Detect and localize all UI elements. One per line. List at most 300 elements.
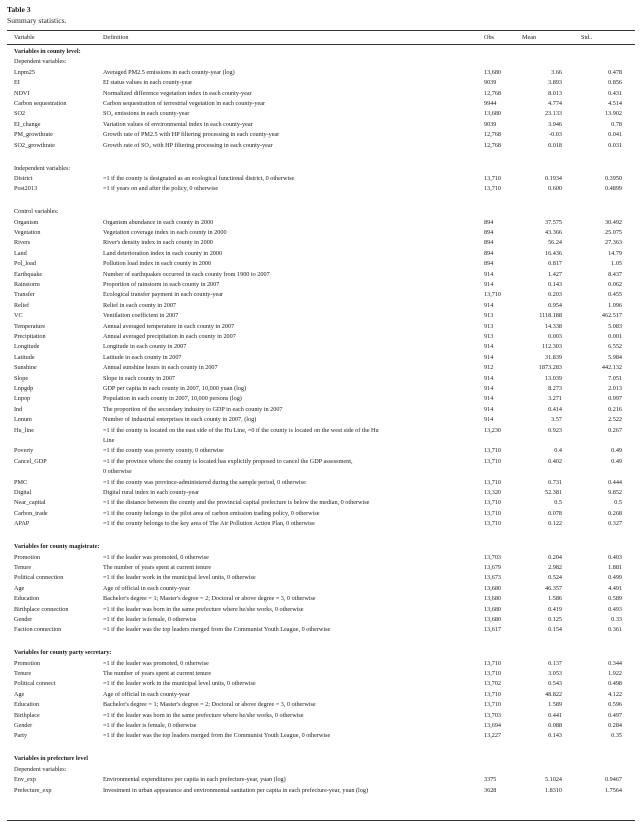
std-cell: 0.267 bbox=[608, 426, 622, 434]
obs-cell: 13,703 bbox=[484, 553, 502, 561]
obs-cell: 13,710 bbox=[484, 185, 502, 193]
std-cell: 0.444 bbox=[608, 478, 622, 486]
variable-cell: Carbon_trade bbox=[14, 509, 48, 517]
mean-cell: 0.078 bbox=[548, 509, 562, 517]
std-cell: 0.268 bbox=[608, 509, 622, 517]
mean-cell: 37.575 bbox=[544, 218, 562, 226]
variable-cell: Tenure bbox=[14, 563, 32, 571]
std-cell: 0.431 bbox=[608, 89, 622, 97]
mean-cell: 0.543 bbox=[548, 680, 562, 688]
std-cell: 30.492 bbox=[604, 218, 622, 226]
std-cell: 5.083 bbox=[608, 322, 622, 330]
mean-cell: 3.053 bbox=[548, 670, 562, 677]
std-cell: 442.132 bbox=[601, 364, 622, 372]
definition-cell: =1 if the leader is female, 0 otherwise bbox=[103, 615, 197, 623]
variable-cell: Relief bbox=[14, 301, 30, 309]
definition-cell: GDP per capita in each county in 2007, 10,000 yuan (log) bbox=[103, 385, 247, 392]
mean-cell: 3.66 bbox=[551, 68, 562, 76]
definition-cell: Number of earthquakes occurred in each county from 1900 to 2007 bbox=[103, 270, 270, 278]
variable-cell: Rainstorm bbox=[14, 281, 40, 288]
definition-cell: Growth rate of SO₂ with HP filtering processing in each county-year bbox=[103, 141, 273, 149]
variable-cell: Hu_line bbox=[14, 426, 34, 434]
std-cell: 0.9467 bbox=[604, 776, 622, 784]
column-header-mean: Mean bbox=[522, 34, 537, 41]
std-cell: 0.001 bbox=[608, 333, 622, 340]
definition-cell: Environmental expenditures per capita in each prefecture-year, yuan (log) bbox=[103, 776, 286, 784]
obs-cell: 13,694 bbox=[484, 722, 502, 729]
definition-cell: =1 if the county was province-administered during the sample period, 0 otherwise bbox=[103, 478, 306, 486]
column-header-variable: Variable bbox=[14, 34, 35, 41]
definition-cell: Vegetation coverage index in each county in 2000 bbox=[103, 229, 227, 236]
definition-cell: Carbon sequestration of terrestrial vegetation in each county-year bbox=[103, 100, 266, 107]
variable-cell: Near_capital bbox=[14, 499, 46, 507]
definition-cell: =1 if the leader was promoted, 0 otherwise bbox=[103, 553, 209, 561]
definition-cell: Variation values of environmental index in each county-year bbox=[103, 120, 253, 128]
variable-cell: Age bbox=[14, 690, 25, 698]
mean-cell: 0.1934 bbox=[544, 174, 562, 182]
std-cell: 13.902 bbox=[604, 110, 622, 118]
definition-cell: =1 if the province where the county is located has explicitly proposed to cancel the GDP assessment, bbox=[103, 457, 353, 465]
obs-cell: 13,617 bbox=[484, 626, 502, 634]
definition-cell: Annual sunshine hours in each county in 2007 bbox=[103, 364, 218, 372]
definition-cell: SO₂ emissions in each county-year bbox=[103, 110, 190, 118]
variable-cell: Age bbox=[14, 584, 25, 592]
definition-cell: Bachelor's degree = 1; Master's degree = 2; Doctoral or above degree = 3, 0 otherwise bbox=[103, 595, 316, 603]
obs-cell: 914 bbox=[484, 416, 494, 424]
mean-cell: 48.822 bbox=[544, 690, 562, 698]
variable-cell: SO2_growthrate bbox=[14, 141, 55, 149]
std-cell: 5.984 bbox=[608, 353, 622, 361]
obs-cell: 13,703 bbox=[484, 711, 502, 719]
variable-cell: Political connect bbox=[14, 680, 56, 688]
section-label: Variables in prefecture level bbox=[14, 755, 88, 763]
std-cell: 0.4899 bbox=[604, 185, 622, 193]
definition-cell: =1 if the leader was the top leaders merged from the Communist Youth League, 0 otherwise bbox=[103, 732, 331, 740]
definition-cell: Growth rate of PM2.5 with HP filtering processing in each county-year bbox=[103, 131, 280, 139]
std-cell: 27.363 bbox=[604, 239, 622, 247]
variable-cell: Party bbox=[14, 732, 28, 740]
std-cell: 0.5 bbox=[614, 499, 622, 507]
std-cell: 0.361 bbox=[608, 626, 622, 634]
definition-cell: Ventilation coefficient in 2007 bbox=[103, 312, 179, 320]
std-cell: 14.79 bbox=[608, 249, 622, 257]
variable-cell: Organism bbox=[14, 218, 39, 226]
obs-cell: 13,710 bbox=[484, 499, 502, 507]
std-cell: 0.997 bbox=[608, 395, 622, 403]
mean-cell: 0.4 bbox=[554, 447, 562, 455]
std-cell: 6.552 bbox=[608, 343, 622, 351]
variable-cell: District bbox=[14, 174, 33, 182]
std-cell: 0.455 bbox=[608, 291, 622, 299]
definition-continuation: 0 otherwise bbox=[103, 468, 132, 476]
variable-cell: VC bbox=[14, 312, 23, 320]
mean-cell: 0.125 bbox=[548, 615, 562, 623]
variable-cell: Faction connection bbox=[14, 626, 62, 634]
std-cell: 0.031 bbox=[608, 141, 622, 149]
definition-cell: Relief in each county in 2007 bbox=[103, 301, 177, 309]
variable-cell: Birthplace bbox=[14, 711, 40, 719]
obs-cell: 9039 bbox=[484, 120, 497, 128]
definition-cell: Age of official in each county-year bbox=[103, 690, 190, 698]
obs-cell: 13,702 bbox=[484, 680, 502, 688]
definition-cell: Annual averaged temperature in each county in 2007 bbox=[103, 322, 235, 330]
variable-cell: Lnpgdp bbox=[14, 385, 34, 392]
obs-cell: 13,680 bbox=[484, 68, 502, 76]
obs-cell: 9944 bbox=[484, 100, 497, 107]
subsection-label: Dependent variables: bbox=[14, 58, 67, 66]
obs-cell: 13,680 bbox=[484, 605, 502, 613]
std-cell: 0.403 bbox=[608, 553, 622, 561]
obs-cell: 3375 bbox=[484, 776, 497, 784]
obs-cell: 912 bbox=[484, 364, 494, 372]
mean-cell: 1873.283 bbox=[538, 364, 562, 372]
std-cell: 1.922 bbox=[608, 670, 622, 677]
obs-cell: 13,710 bbox=[484, 478, 502, 486]
definition-cell: Pollution load index in each county in 2000 bbox=[103, 260, 212, 268]
table-subtitle: Summary statistics. bbox=[7, 16, 67, 25]
variable-cell: Prefecture_exp bbox=[14, 786, 52, 794]
std-cell: 1.05 bbox=[611, 260, 622, 268]
std-cell: 0.062 bbox=[608, 281, 622, 288]
std-cell: 0.041 bbox=[608, 131, 622, 139]
variable-cell: Digital bbox=[14, 489, 32, 496]
obs-cell: 913 bbox=[484, 312, 494, 320]
definition-cell: =1 if the county is designated as an ecological functional district, 0 otherwise bbox=[103, 174, 295, 182]
std-cell: 0.216 bbox=[608, 405, 622, 413]
std-cell: 4.122 bbox=[608, 690, 622, 698]
mean-cell: 0.018 bbox=[548, 141, 562, 149]
variable-cell: Env_exp bbox=[14, 776, 36, 784]
std-cell: 0.344 bbox=[608, 659, 622, 667]
definition-cell: The proportion of the secondary industry to GDP in each county in 2007 bbox=[103, 405, 283, 413]
std-cell: 1.096 bbox=[608, 301, 622, 309]
mean-cell: 5.1024 bbox=[544, 776, 562, 784]
mean-cell: 3.271 bbox=[548, 395, 562, 403]
obs-cell: 13,680 bbox=[484, 584, 502, 592]
mean-cell: 1118.188 bbox=[539, 312, 562, 320]
definition-continuation: Line bbox=[103, 436, 115, 444]
variable-cell: Vegetation bbox=[14, 229, 41, 236]
definition-cell: Annual averaged precipitation in each county in 2007 bbox=[103, 333, 236, 340]
variable-cell: Land bbox=[14, 249, 27, 257]
column-header-std: Std.. bbox=[581, 34, 593, 41]
std-cell: 1.7564 bbox=[604, 786, 622, 794]
mean-cell: 0.204 bbox=[548, 553, 562, 561]
std-cell: 0.49 bbox=[611, 447, 622, 455]
std-cell: 0.497 bbox=[608, 711, 622, 719]
definition-cell: Investment in urban appearance and environmental sanitation per capita in each prefecture-year, yuan (log) bbox=[103, 786, 369, 794]
mean-cell: 13.039 bbox=[544, 374, 562, 382]
obs-cell: 13,710 bbox=[484, 457, 502, 465]
std-cell: 25.075 bbox=[604, 229, 622, 236]
obs-cell: 913 bbox=[484, 333, 494, 340]
definition-cell: =1 if the leader was born in the same prefecture where he/she works, 0 otherwise bbox=[103, 711, 304, 719]
obs-cell: 13,710 bbox=[484, 701, 502, 709]
mean-cell: 0.137 bbox=[548, 659, 562, 667]
obs-cell: 13,230 bbox=[484, 426, 502, 434]
section-label: Variables in county level: bbox=[14, 48, 81, 55]
definition-cell: =1 if the leader is female, 0 otherwise bbox=[103, 722, 197, 729]
subsection-label: Independent variables: bbox=[14, 164, 71, 172]
std-cell: 2.013 bbox=[608, 385, 622, 392]
obs-cell: 13,673 bbox=[484, 574, 502, 582]
variable-cell: Promotion bbox=[14, 659, 41, 667]
mean-cell: 56.24 bbox=[548, 239, 562, 247]
std-cell: 0.33 bbox=[611, 615, 622, 623]
variable-cell: Gender bbox=[14, 615, 33, 623]
mean-cell: 43.366 bbox=[544, 229, 562, 236]
obs-cell: 13,710 bbox=[484, 174, 502, 182]
definition-cell: Latitude in each county in 2007 bbox=[103, 353, 182, 361]
subsection-label: Control variables: bbox=[14, 208, 59, 216]
mean-cell: 0.088 bbox=[548, 722, 562, 729]
variable-cell: Birthplace connection bbox=[14, 605, 69, 613]
mean-cell: 0.003 bbox=[548, 333, 562, 340]
obs-cell: 13,680 bbox=[484, 615, 502, 623]
variable-cell: Transfer bbox=[14, 291, 35, 299]
std-cell: 4.514 bbox=[608, 100, 622, 107]
variable-cell: EI bbox=[14, 79, 20, 87]
obs-cell: 9039 bbox=[484, 79, 497, 87]
mean-cell: 1.589 bbox=[548, 701, 562, 709]
obs-cell: 914 bbox=[484, 281, 494, 288]
definition-cell: Normalized difference vegetation index in each county-year bbox=[103, 89, 252, 97]
std-cell: 0.49 bbox=[611, 457, 622, 465]
std-cell: 462.517 bbox=[601, 312, 622, 320]
std-cell: 0.478 bbox=[608, 68, 622, 76]
mean-cell: 0.600 bbox=[548, 185, 562, 193]
variable-cell: Gender bbox=[14, 722, 33, 729]
obs-cell: 12,768 bbox=[484, 131, 502, 139]
header-rule bbox=[7, 44, 635, 45]
definition-cell: =1 if the county was poverty county, 0 otherwise bbox=[103, 447, 224, 455]
mean-cell: 0.419 bbox=[548, 605, 562, 613]
variable-cell: Lnnum bbox=[14, 416, 32, 424]
mean-cell: 0.203 bbox=[548, 291, 562, 299]
column-header-obs: Obs bbox=[484, 34, 494, 41]
mean-cell: 0.414 bbox=[548, 405, 562, 413]
definition-cell: Digital rural index in each county-year bbox=[103, 489, 200, 496]
std-cell: 0.596 bbox=[608, 701, 622, 709]
definition-cell: =1 if the county belongs to the pilot area of carbon emission trading policy, 0 otherwise bbox=[103, 509, 320, 517]
obs-cell: 13,710 bbox=[484, 520, 502, 528]
variable-cell: Lnpm25 bbox=[14, 68, 35, 76]
definition-cell: =1 if the leader was born in the same prefecture where he/she works, 0 otherwise bbox=[103, 605, 304, 613]
variable-cell: Earthquake bbox=[14, 270, 43, 278]
mean-cell: 112.303 bbox=[542, 343, 562, 351]
mean-cell: 0.154 bbox=[548, 626, 562, 634]
variable-cell: Promotion bbox=[14, 553, 41, 561]
definition-cell: Slope in each county in 2007 bbox=[103, 374, 176, 382]
variable-cell: Rivers bbox=[14, 239, 31, 247]
mean-cell: 3.57 bbox=[551, 416, 562, 424]
variable-cell: Pol_load bbox=[14, 260, 37, 268]
variable-cell: Post2013 bbox=[14, 185, 38, 193]
variable-cell: SO2 bbox=[14, 110, 26, 118]
table-title: Table 3 bbox=[7, 5, 31, 14]
definition-cell: =1 if the county belongs to the key area of The Air Pollution Action Plan, 0 otherwise bbox=[103, 520, 315, 528]
obs-cell: 914 bbox=[484, 353, 494, 361]
std-cell: 0.3950 bbox=[604, 174, 622, 182]
mean-cell: 1.8310 bbox=[544, 786, 562, 794]
obs-cell: 13,710 bbox=[484, 659, 502, 667]
mean-cell: 0.441 bbox=[548, 711, 562, 719]
subsection-label: Dependent variables: bbox=[14, 765, 67, 773]
mean-cell: 52.381 bbox=[544, 489, 562, 496]
variable-cell: PM_growthrate bbox=[14, 131, 53, 139]
variable-cell: Slope bbox=[14, 374, 29, 382]
mean-cell: 4.774 bbox=[548, 100, 562, 107]
mean-cell: 0.143 bbox=[548, 732, 562, 740]
definition-cell: Longitude in each county in 2007 bbox=[103, 343, 187, 351]
definition-cell: River's density index in each county in 2000 bbox=[103, 239, 213, 247]
std-cell: 0.493 bbox=[608, 605, 622, 613]
obs-cell: 914 bbox=[484, 385, 494, 392]
std-cell: 8.437 bbox=[608, 270, 622, 278]
mean-cell: 3.946 bbox=[548, 120, 562, 128]
std-cell: 0.284 bbox=[608, 722, 622, 729]
definition-cell: Number of industrial enterprises in each county in 2007, (log) bbox=[103, 416, 257, 424]
section-label: Variables for county party secretary: bbox=[14, 649, 112, 657]
bottom-rule bbox=[7, 820, 635, 821]
obs-cell: 914 bbox=[484, 301, 494, 309]
mean-cell: 0.817 bbox=[548, 260, 562, 268]
variable-cell: Tenure bbox=[14, 670, 32, 677]
std-cell: 0.78 bbox=[611, 120, 622, 128]
mean-cell: -0.03 bbox=[549, 131, 562, 139]
definition-cell: Averaged PM2.5 emissions in each county-year (log) bbox=[103, 68, 235, 76]
definition-cell: =1 if the leader was the top leaders merged from the Communist Youth League, 0 otherwise bbox=[103, 626, 331, 634]
obs-cell: 13,710 bbox=[484, 509, 502, 517]
std-cell: 0.499 bbox=[608, 574, 622, 582]
obs-cell: 914 bbox=[484, 395, 494, 403]
std-cell: 0.35 bbox=[611, 732, 622, 740]
obs-cell: 12,768 bbox=[484, 141, 502, 149]
variable-cell: Temperature bbox=[14, 322, 46, 330]
obs-cell: 913 bbox=[484, 322, 494, 330]
definition-cell: EI status values in each county-year bbox=[103, 79, 193, 87]
obs-cell: 914 bbox=[484, 270, 494, 278]
variable-cell: Ind bbox=[14, 405, 23, 413]
obs-cell: 894 bbox=[484, 229, 494, 236]
variable-cell: Lnpop bbox=[14, 395, 31, 403]
variable-cell: Sunshine bbox=[14, 364, 37, 372]
obs-cell: 13,710 bbox=[484, 291, 502, 299]
mean-cell: 0.5 bbox=[554, 499, 562, 507]
obs-cell: 13,710 bbox=[484, 670, 502, 677]
definition-cell: =1 if the county is located on the east side of the Hu Line, =0 if the county is located on the west side of the Hu bbox=[103, 426, 379, 434]
mean-cell: 14.338 bbox=[544, 322, 562, 330]
obs-cell: 894 bbox=[484, 249, 494, 257]
definition-cell: Bachelor's degree = 1; Master's degree = 2; Doctoral or above degree = 3, 0 otherwise bbox=[103, 701, 316, 709]
mean-cell: 8.273 bbox=[548, 385, 562, 392]
obs-cell: 13,680 bbox=[484, 595, 502, 603]
obs-cell: 13,710 bbox=[484, 690, 502, 698]
definition-cell: =1 if the leader work in the municipal level units, 0 otherwise bbox=[103, 680, 256, 688]
mean-cell: 1.586 bbox=[548, 595, 562, 603]
variable-cell: EI_change bbox=[14, 120, 41, 128]
std-cell: 0.589 bbox=[608, 595, 622, 603]
obs-cell: 13,679 bbox=[484, 563, 502, 571]
definition-cell: Age of official in each county-year bbox=[103, 584, 190, 592]
variable-cell: Longitude bbox=[14, 343, 40, 351]
variable-cell: Cancel_GDP bbox=[14, 457, 47, 465]
definition-cell: Population in each county in 2007, 10,000 persons (log) bbox=[103, 395, 242, 403]
obs-cell: 894 bbox=[484, 218, 494, 226]
mean-cell: 23.133 bbox=[544, 110, 562, 118]
variable-cell: PMC bbox=[14, 478, 28, 486]
variable-cell: Carbon sequestration bbox=[14, 100, 67, 107]
definition-cell: =1 if the distance between the county and the provincial capital prefecture is below the median, 0 otherwise bbox=[103, 499, 370, 507]
obs-cell: 3628 bbox=[484, 786, 497, 794]
obs-cell: 13,227 bbox=[484, 732, 502, 740]
std-cell: 0.327 bbox=[608, 520, 622, 528]
variable-cell: NDVI bbox=[14, 89, 30, 97]
mean-cell: 31.839 bbox=[544, 353, 562, 361]
std-cell: 9.852 bbox=[608, 489, 622, 496]
obs-cell: 13,320 bbox=[484, 489, 502, 496]
definition-cell: Land deterioration index in each county in 2000 bbox=[103, 249, 223, 257]
mean-cell: 0.122 bbox=[548, 520, 562, 528]
obs-cell: 13,680 bbox=[484, 110, 502, 118]
top-rule bbox=[7, 30, 635, 31]
definition-cell: The number of years spent at current tenure bbox=[103, 670, 212, 677]
mean-cell: 1.427 bbox=[548, 270, 562, 278]
mean-cell: 46.357 bbox=[544, 584, 562, 592]
definition-cell: The number of years spent at current tenure bbox=[103, 563, 212, 571]
obs-cell: 12,768 bbox=[484, 89, 502, 97]
std-cell: 7.051 bbox=[608, 374, 622, 382]
variable-cell: Poverty bbox=[14, 447, 34, 455]
variable-cell: Education bbox=[14, 595, 40, 603]
obs-cell: 894 bbox=[484, 239, 494, 247]
mean-cell: 0.731 bbox=[548, 478, 562, 486]
mean-cell: 0.954 bbox=[548, 301, 562, 309]
mean-cell: 2.982 bbox=[548, 563, 562, 571]
mean-cell: 3.893 bbox=[548, 79, 562, 87]
std-cell: 2.522 bbox=[608, 416, 622, 424]
definition-cell: =1 if years on and after the policy, 0 otherwise bbox=[103, 185, 219, 193]
mean-cell: 0.143 bbox=[548, 281, 562, 288]
column-header-definition: Definition bbox=[103, 34, 129, 41]
variable-cell: Latitude bbox=[14, 353, 35, 361]
variable-cell: APAP bbox=[14, 520, 30, 528]
obs-cell: 914 bbox=[484, 405, 494, 413]
std-cell: 0.856 bbox=[608, 79, 622, 87]
std-cell: 1.881 bbox=[608, 563, 622, 571]
definition-cell: Proportion of rainstorm in each county in 2007 bbox=[103, 281, 220, 288]
variable-cell: Education bbox=[14, 701, 40, 709]
mean-cell: 0.923 bbox=[548, 426, 562, 434]
definition-cell: Ecological transfer payment in each county-year bbox=[103, 291, 224, 299]
std-cell: 0.498 bbox=[608, 680, 622, 688]
variable-cell: Political connection bbox=[14, 574, 64, 582]
definition-cell: =1 if the leader was promoted, 0 otherwise bbox=[103, 659, 209, 667]
section-label: Variables for county magistrate: bbox=[14, 543, 100, 551]
variable-cell: Precipitation bbox=[14, 333, 46, 340]
obs-cell: 914 bbox=[484, 343, 494, 351]
definition-cell: =1 if the leader work in the municipal level units, 0 otherwise bbox=[103, 574, 256, 582]
mean-cell: 8.013 bbox=[548, 89, 562, 97]
obs-cell: 13,710 bbox=[484, 447, 502, 455]
definition-cell: Organism abundance in each county in 2000 bbox=[103, 218, 214, 226]
obs-cell: 894 bbox=[484, 260, 494, 268]
obs-cell: 914 bbox=[484, 374, 494, 382]
mean-cell: 0.524 bbox=[548, 574, 562, 582]
std-cell: 4.491 bbox=[608, 584, 622, 592]
mean-cell: 0.402 bbox=[548, 457, 562, 465]
mean-cell: 16.436 bbox=[544, 249, 562, 257]
